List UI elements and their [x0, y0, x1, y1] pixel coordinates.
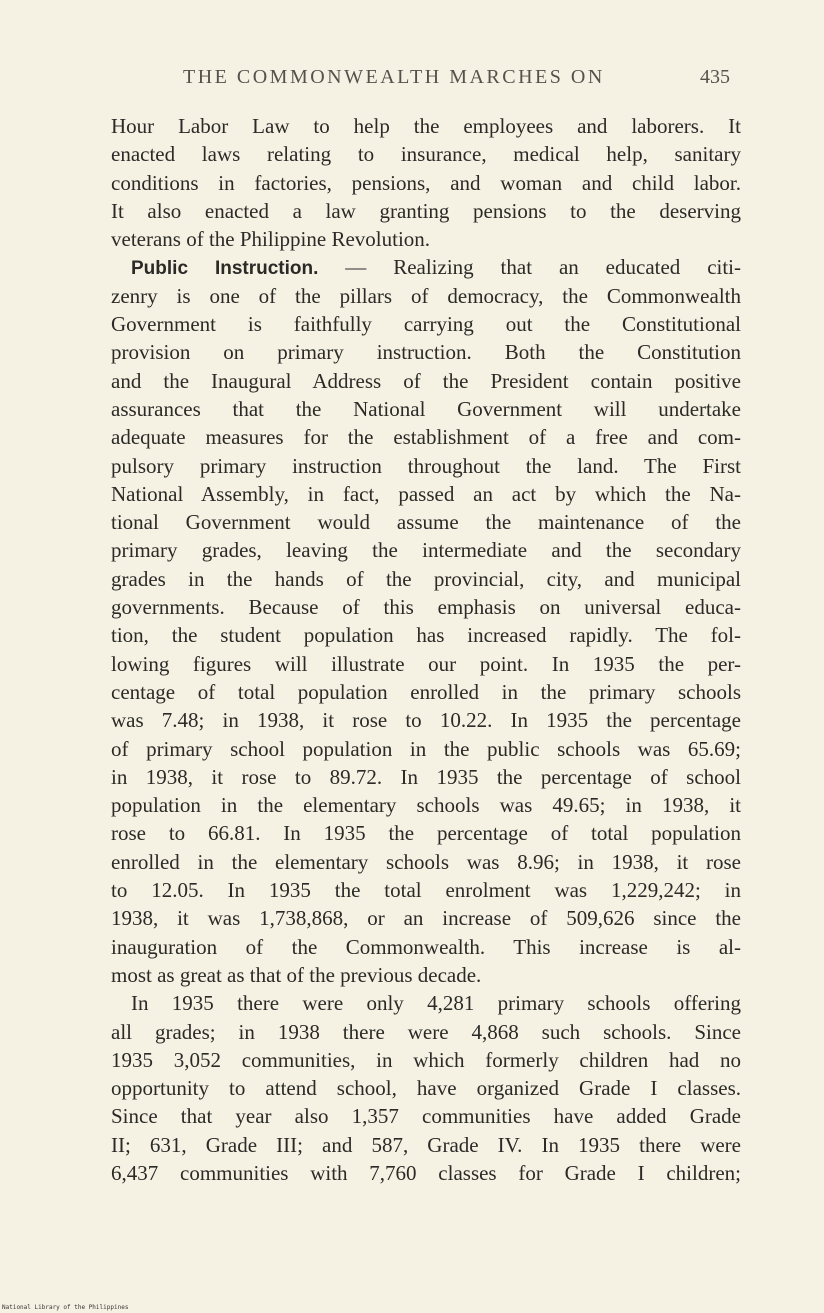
- text-line: grades in the hands of the provincial, city, and municipal: [111, 566, 741, 591]
- text-line: [111, 253, 741, 281]
- text-line: lowing figures will illustrate our point. In 1935 the per-: [111, 651, 741, 676]
- text-line: Government is faithfully carrying out the Constitutional: [111, 312, 741, 337]
- text-line: to 12.05. In 1935 the total enrolment was 1,229,242; in: [111, 878, 741, 903]
- text-line: primary grades, leaving the intermediate and the secondary: [111, 538, 741, 563]
- text-line: II; 631, Grade III; and 587, Grade IV. In 1935 there were: [111, 1132, 741, 1157]
- paragraph-public-instruction: [111, 253, 741, 989]
- text-line: most as great as that of the previous decade.: [111, 962, 482, 987]
- running-head: [0, 66, 824, 96]
- text-line: 1938, it was 1,738,868, or an increase of 509,626 since the: [111, 906, 741, 931]
- text-line: pulsory primary instruction throughout the land. The First: [111, 453, 741, 478]
- text-line: It also enacted a law granting pensions to the deserving: [111, 198, 741, 223]
- text-line: population in the elementary schools was 49.65; in 1938, it: [111, 793, 741, 818]
- text-line: In 1935 there were only 4,281 primary schools offering: [131, 991, 741, 1016]
- text-line: was 7.48; in 1938, it rose to 10.22. In 1935 the percentage: [111, 708, 741, 733]
- text-line: governments. Because of this emphasis on universal educa-: [111, 595, 741, 620]
- text-line: in 1938, it rose to 89.72. In 1935 the percentage of school: [111, 764, 741, 789]
- text-line: tion, the student population has increased rapidly. The fol-: [111, 623, 741, 648]
- paragraph-schools-growth: [111, 989, 741, 1187]
- text-line: tional Government would assume the maintenance of the: [111, 510, 741, 535]
- text-line: assurances that the National Government will undertake: [111, 396, 741, 421]
- text-line: adequate measures for the establishment of a free and com-: [111, 425, 741, 450]
- text-line: zenry is one of the pillars of democracy, the Commonwealth: [111, 283, 741, 308]
- text-line: provision on primary instruction. Both the Constitution: [111, 340, 741, 365]
- text-line: of primary school population in the public schools was 65.69;: [111, 736, 741, 761]
- page-body: [111, 112, 741, 1187]
- paragraph-labor-laws: [111, 112, 741, 253]
- library-credit: National Library of the Philippines: [2, 1304, 129, 1311]
- text-line: inauguration of the Commonwealth. This increase is al-: [111, 934, 741, 959]
- running-title: THE COMMONWEALTH MARCHES ON: [183, 66, 605, 88]
- text-line: 1935 3,052 communities, in which formerly children had no: [111, 1047, 741, 1072]
- text-line: centage of total population enrolled in the primary schools: [111, 679, 741, 704]
- heading-line-rest: — Realizing that an educated citi-: [318, 255, 741, 280]
- text-line: veterans of the Philippine Revolution.: [111, 227, 431, 252]
- text-line: 6,437 communities with 7,760 classes for Grade I children;: [111, 1160, 741, 1185]
- text-line: conditions in factories, pensions, and woman and child labor.: [111, 170, 741, 195]
- text-line: and the Inaugural Address of the President contain positive: [111, 368, 741, 393]
- text-line: National Assembly, in fact, passed an act by which the Na-: [111, 481, 741, 506]
- text-line: opportunity to attend school, have organized Grade I classes.: [111, 1076, 741, 1101]
- section-heading-public-instruction: Public Instruction.: [131, 258, 319, 280]
- text-line: enrolled in the elementary schools was 8.96; in 1938, it rose: [111, 849, 741, 874]
- text-line: Since that year also 1,357 communities have added Grade: [111, 1104, 741, 1129]
- text-line: enacted laws relating to insurance, medical help, sanitary: [111, 142, 741, 167]
- text-line: Hour Labor Law to help the employees and laborers. It: [111, 114, 741, 138]
- text-line: rose to 66.81. In 1935 the percentage of total population: [111, 821, 741, 846]
- page-number: 435: [700, 66, 730, 88]
- text-line: all grades; in 1938 there were 4,868 such schools. Since: [111, 1019, 741, 1044]
